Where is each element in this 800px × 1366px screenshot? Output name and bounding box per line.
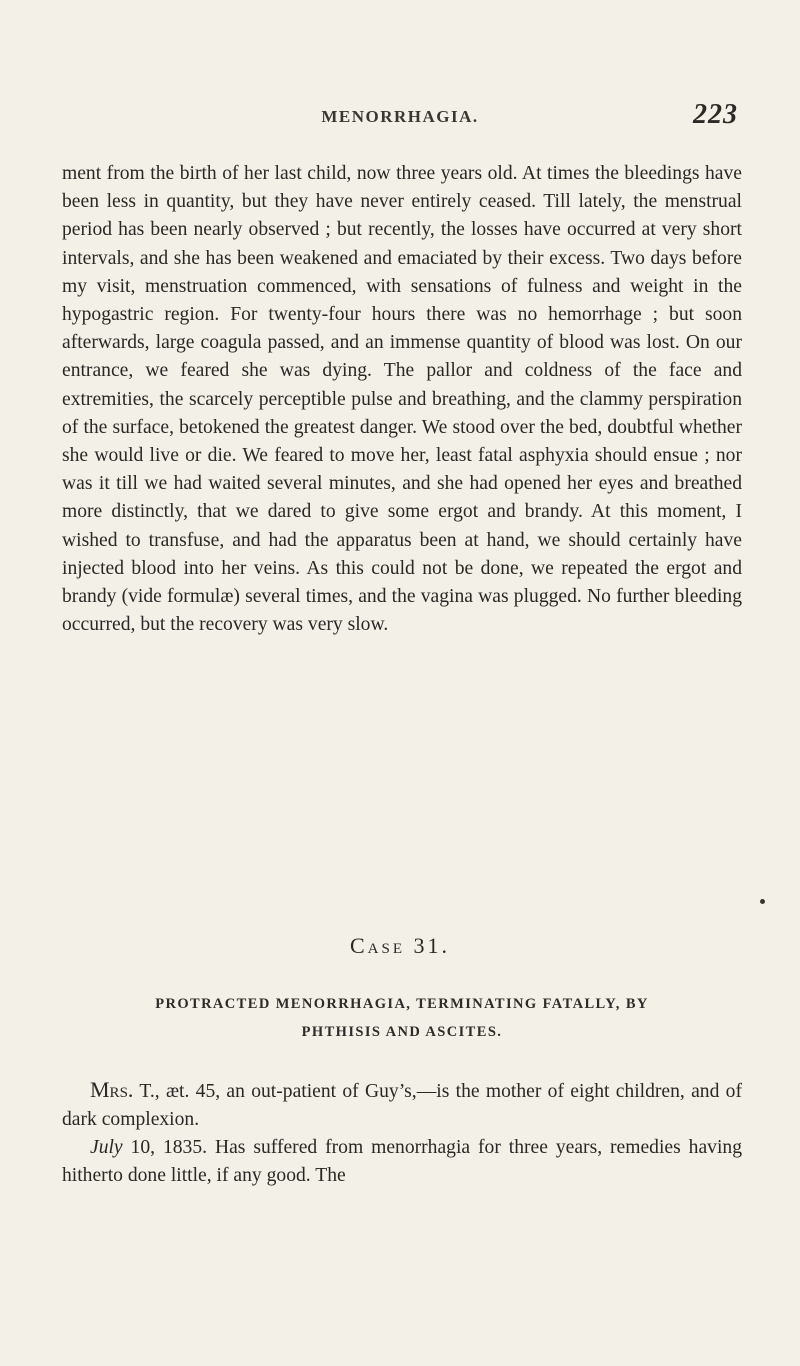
running-head xyxy=(60,99,740,139)
paragraph-patient-intro xyxy=(62,1076,742,1134)
case-subtitle xyxy=(62,990,742,1046)
paragraph-dated-entry xyxy=(62,1134,742,1190)
case-heading-text: Case 31. xyxy=(349,933,450,958)
margin-mark xyxy=(760,899,765,904)
case-heading xyxy=(0,933,800,959)
case-subtitle-line-2: PHTHISIS AND ASCITES. xyxy=(301,1024,503,1040)
case-subtitle-line-1: PROTRACTED MENORRHAGIA, TERMINATING FATALLY, BY xyxy=(155,996,649,1012)
page-number: 223 xyxy=(693,99,738,130)
paragraph-continued: ment from the birth of her last child, now three years old. At times the bleedings have been less in quantity, but they have never entirely ceased. Till lately, the menstrual period has been nearly observed ; but recently, the losses have occurred at very short intervals, and she has been weakened and emaciated by their excess. Two days before my visit, menstruation commenced, with sensations of fulness and weight in the hypogastric region. For twenty-four hours there was no hemorrhage ; but soon afterwards, large coagula passed, and an immense quantity of blood was lost. On our entrance, we feared she was dying. The pallor and coldness of the face and extremities, the scarcely perceptible pulse and breathing, and the clammy perspiration of the surface, betokened the greatest danger. We stood over the bed, doubtful whether she would live or die. We feared to move her, least fatal asphyxia should ensue ; nor was it till we had waited several minutes, and she had opened her eyes and breathed more distinctly, that we dared to give some ergot and brandy. At this moment, I wished to transfuse, and had the apparatus been at hand, we should certainly have injected blood into her veins. As this could not be done, we repeated the ergot and brandy (vide formulæ) several times, and the vagina was plugged. No further bleeding occurred, but the recovery was very slow. xyxy=(62,163,742,636)
entry-text: 10, 1835. Has suffered from menorrhagia for three years, remedies having hitherto done little, if any good. The xyxy=(62,1137,742,1187)
running-title: MENORRHAGIA. xyxy=(321,107,479,126)
entry-month: July xyxy=(90,1137,123,1158)
patient-intro-text: T., æt. 45, an out-patient of Guy’s,—is the mother of eight children, and of dark complexion. xyxy=(62,1081,742,1131)
patient-title: Mrs. xyxy=(90,1077,134,1102)
